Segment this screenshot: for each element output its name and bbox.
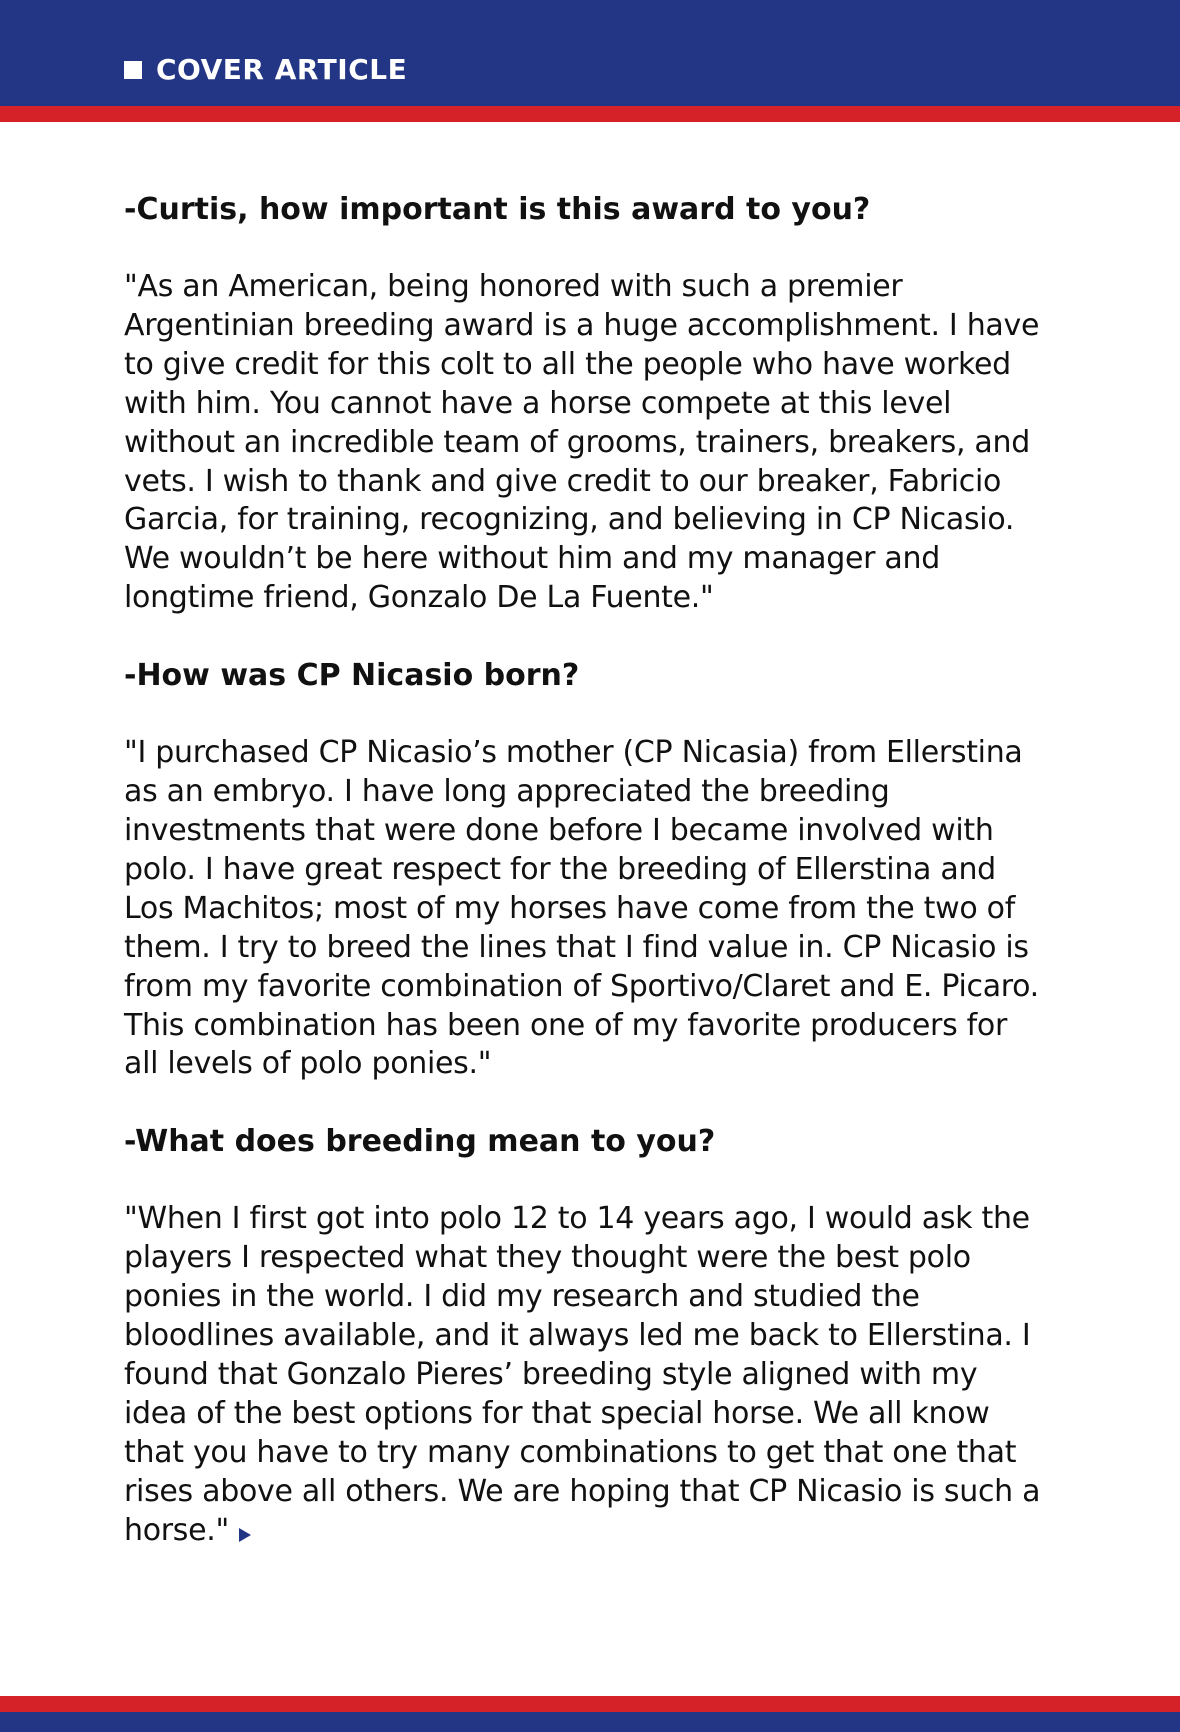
section-label <box>124 50 407 90</box>
continue-arrow-icon <box>239 1528 251 1542</box>
square-bullet-icon <box>124 61 142 79</box>
header-red-stripe <box>0 106 1180 122</box>
question-birth: -How was CP Nicasio born? <box>124 658 580 694</box>
answer-award: "As an American, being honored with such a premier Argentinian breeding award is a huge accomplishment. I have to give credit for this colt to all the people who have worked with him. You cannot have a horse compete at this level without an incredible team of grooms, trainers, breakers, and vets. I wish to thank and give credit to our breaker, Fabricio Garcia, for training, recognizing, and believing in CP Nicasio. We wouldn’t be here without him and my manager and longtime friend, Gonzalo De La Fuente." <box>124 269 1040 616</box>
article-body <box>124 190 1044 1588</box>
answer-breeding <box>124 1200 1044 1550</box>
answer-breeding-text: "When I first got into polo 12 to 14 years ago, I would ask the players I respected what they thought were the best polo ponies in the world. I did my research and studied the bloodlines available, and it always led me back to Ellerstina. I found that Gonzalo Pieres’ breeding style aligned with my idea of the best options for that special horse. We all know that you have to try many combinations to get that one that rises above all others. We are hoping that CP Nicasio is such a horse." <box>124 1201 1041 1548</box>
question-breeding: -What does breeding mean to you? <box>124 1124 716 1160</box>
answer-birth: "I purchased CP Nicasio’s mother (CP Nicasia) from Ellerstina as an embryo. I have long appreciated the breeding investments that were done before I became involved with polo. I have great respect for the breeding of Ellerstina and Los Machitos; most of my horses have come from the two of them. I try to breed the lines that I find value in. CP Nicasio is from my favorite combination of Sportivo/Claret and E. Picaro. This combination has been one of my favorite producers for all levels of polo ponies." <box>124 735 1039 1082</box>
section-label-text: COVER ARTICLE <box>156 53 408 86</box>
question-award: -Curtis, how important is this award to you? <box>124 192 871 227</box>
footer-red-stripe <box>0 1696 1180 1712</box>
footer-band <box>0 1712 1180 1732</box>
